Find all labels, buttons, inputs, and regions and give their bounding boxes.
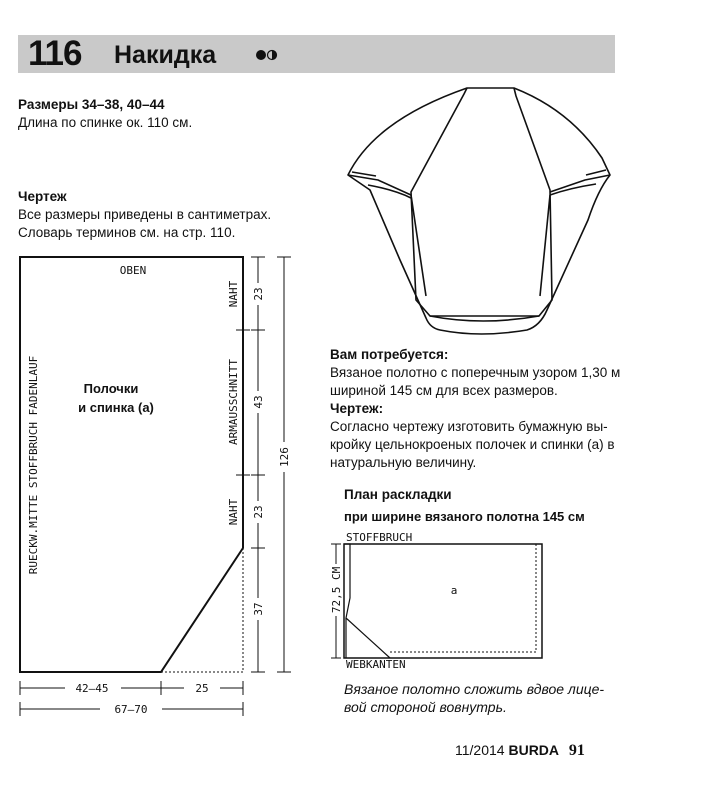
model-number: 116	[28, 34, 82, 73]
materials-line2: шириной 145 см для всех размеров.	[330, 383, 558, 398]
left-edge-label: RUECKW.MITTE STOFFBRUCH FADENLAUF	[27, 355, 40, 575]
materials-title: Вам потребуется:	[330, 347, 449, 362]
model-title: Накидка	[114, 41, 217, 69]
dim-37: 37	[252, 602, 265, 616]
sizes-length: Длина по спинке ок. 110 см.	[18, 115, 193, 130]
fold-label: STOFFBRUCH	[346, 531, 413, 544]
layout-height-label: 72,5 CM	[330, 566, 343, 614]
dim-23-bottom: 23	[252, 505, 265, 519]
selvage-label: WEBKANTEN	[346, 658, 406, 671]
dim-67-70: 67–70	[114, 703, 148, 716]
pattern-line1: Все размеры приведены в сантиметрах.	[18, 207, 272, 222]
issue-date: 11/2014	[455, 742, 505, 758]
seam-bottom-label: NAHT	[227, 498, 240, 526]
page-number: 91	[568, 742, 585, 759]
layout-note-line2: вой стороной вовнутрь.	[344, 699, 507, 715]
pattern2-line3: натуральную величину.	[330, 455, 477, 470]
pattern-line2: Словарь терминов см. на стр. 110.	[18, 225, 236, 240]
pattern-title: Чертеж	[18, 189, 67, 204]
dim-42-45: 42–45	[75, 682, 109, 695]
pattern2-line2: кройку цельнокроеных полочек и спинки (а) в	[330, 437, 615, 452]
dim-23-top: 23	[252, 287, 265, 301]
dim-25: 25	[195, 682, 209, 695]
materials-line1: Вязаное полотно с поперечным узором 1,30 м	[330, 365, 621, 380]
layout-piece-label: a	[450, 584, 458, 597]
layout-subtitle: при ширине вязаного полотна 145 см	[344, 509, 585, 524]
layout-title: План раскладки	[344, 487, 452, 502]
layout-note-line1: Вязаное полотно сложить вдвое лице-	[344, 681, 605, 697]
brand-name: BURDA	[508, 742, 560, 758]
page-footer	[455, 742, 585, 760]
pattern2-line1: Согласно чертежу изготовить бумажную вы-	[330, 419, 608, 434]
top-label: OBEN	[119, 264, 147, 277]
dim-43: 43	[252, 395, 265, 409]
pattern2-title: Чертеж:	[330, 401, 384, 416]
seam-top-label: NAHT	[227, 280, 240, 308]
piece-name-line2: и спинка (а)	[78, 400, 154, 415]
sizes-title: Размеры 34–38, 40–44	[18, 97, 165, 112]
armhole-label: ARMAUSSCHNITT	[227, 358, 240, 446]
dim-126: 126	[278, 447, 291, 467]
piece-name-line1: Полочки	[83, 381, 139, 396]
